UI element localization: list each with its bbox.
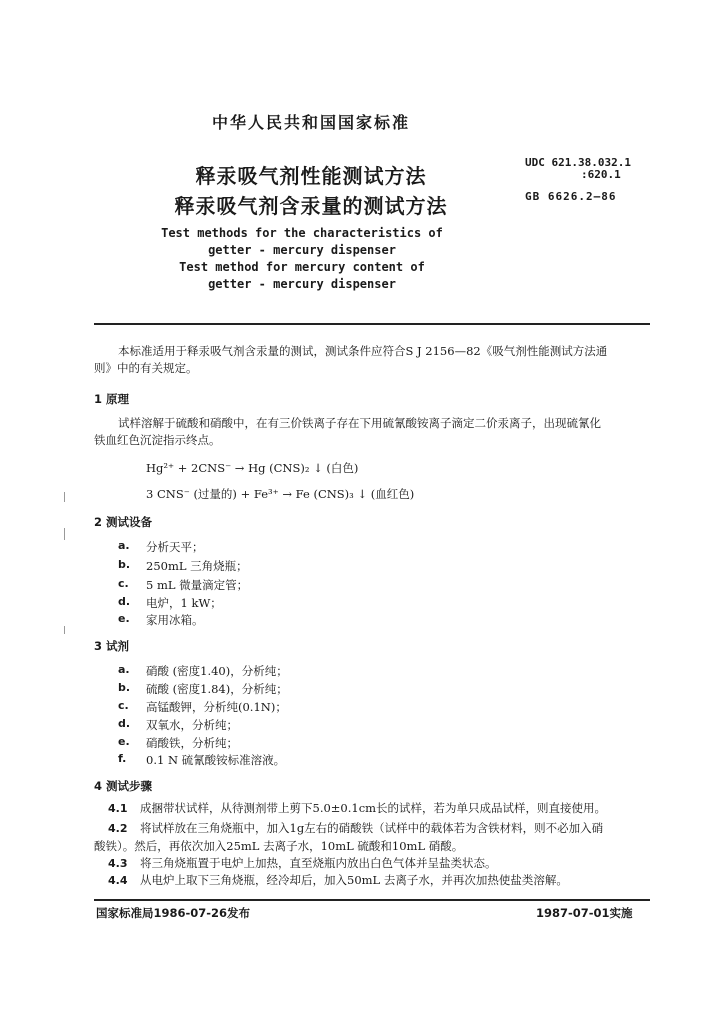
step-number: 4.2 xyxy=(108,822,128,835)
reagent-item-letter: f. xyxy=(118,752,127,765)
equipment-item-text: 电炉，1 kW； xyxy=(146,596,222,610)
equipment-item-text: 5 mL 微量滴定管； xyxy=(146,578,249,592)
step-number: 4.3 xyxy=(108,857,128,870)
step-number: 4.1 xyxy=(108,802,128,815)
equipment-item-letter: a. xyxy=(118,539,130,552)
title-zh-line-1: 释汞吸气剂性能测试方法 xyxy=(195,164,427,188)
step-4-4-text: 从电炉上取下三角烧瓶，经冷却后，加入50mL 去离子水，并再次加热使盐类溶解。 xyxy=(140,873,568,887)
step-number: 4.4 xyxy=(108,874,128,887)
title-zh-line-2: 释汞吸气剂含汞量的测试方法 xyxy=(174,194,448,218)
footer-divider xyxy=(94,899,650,901)
udc-code: UDC 621.38.032.1 xyxy=(525,156,631,169)
effective-date: 1987-07-01实施 xyxy=(536,906,633,920)
section-2-heading: 2 测试设备 xyxy=(94,515,153,529)
intro-line-1: 本标准适用于释汞吸气剂含汞量的测试，测试条件应符合S J 2156—82《吸气剂性能测试方法通 xyxy=(118,344,608,358)
formula-2: 3 CNS⁻ (过量的) + Fe³⁺ → Fe (CNS)₃ ↓ (血红色) xyxy=(146,487,415,501)
reagent-item-text: 0.1 N 硫氰酸铵标准溶液。 xyxy=(146,753,286,767)
header-divider xyxy=(94,323,650,325)
section-1-line-2: 铁血红色沉淀指示终点。 xyxy=(94,433,221,447)
scan-margin-mark xyxy=(64,492,65,502)
step-4-2-line-2: 酸铁）。然后，再依次加入25mL 去离子水，10mL 硫酸和10mL 硝酸。 xyxy=(94,839,464,853)
formula-1: Hg²⁺ + 2CNS⁻ → Hg (CNS)₂ ↓ (白色) xyxy=(146,461,359,475)
title-en-line-4: getter - mercury dispenser xyxy=(208,277,396,291)
publish-date: 国家标准局1986-07-26发布 xyxy=(96,906,251,920)
section-1-heading: 1 原理 xyxy=(94,392,130,406)
reagent-item-letter: d. xyxy=(118,717,131,730)
equipment-item-letter: b. xyxy=(118,558,131,571)
scan-margin-mark xyxy=(64,626,65,634)
section-4-heading: 4 测试步骤 xyxy=(94,779,153,793)
reagent-item-text: 硝酸 (密度1.40)，分析纯； xyxy=(146,664,288,678)
equipment-item-text: 分析天平； xyxy=(146,540,204,554)
reagent-item-text: 双氧水，分析纯； xyxy=(146,718,238,732)
gb-number: GB 6626.2—86 xyxy=(525,190,617,203)
step-4-3-text: 将三角烧瓶置于电炉上加热，直至烧瓶内放出白色气体并呈盐类状态。 xyxy=(140,856,497,870)
reagent-item-text: 硝酸铁，分析纯； xyxy=(146,736,238,750)
section-3-heading: 3 试剂 xyxy=(94,639,130,653)
reagent-item-text: 高锰酸钾，分析纯(0.1N)； xyxy=(146,700,287,714)
equipment-item-text: 家用冰箱。 xyxy=(146,613,204,627)
step-4-2-line-1: 将试样放在三角烧瓶中，加入1g左右的硝酸铁（试样中的载体若为含铁材料，则不必加入硝 xyxy=(140,821,604,835)
national-standard-heading: 中华人民共和国国家标准 xyxy=(211,113,410,132)
step-4-1-text: 成捆带状试样，从待测剂带上剪下5.0±0.1cm长的试样，若为单只成品试样，则直接使用。 xyxy=(140,801,607,815)
reagent-item-letter: c. xyxy=(118,699,129,712)
title-en-line-3: Test method for mercury content of xyxy=(179,260,425,274)
equipment-item-letter: c. xyxy=(118,577,129,590)
section-1-line-1: 试样溶解于硫酸和硝酸中，在有三价铁离子存在下用硫氰酸铵离子滴定二价汞离子，出现硫氰化 xyxy=(118,416,601,430)
equipment-item-letter: e. xyxy=(118,612,130,625)
equipment-item-text: 250mL 三角烧瓶； xyxy=(146,559,248,573)
title-en-line-2: getter - mercury dispenser xyxy=(208,243,396,257)
intro-line-2: 则》中的有关规定。 xyxy=(94,361,198,375)
reagent-item-text: 硫酸 (密度1.84)，分析纯； xyxy=(146,682,288,696)
title-en-line-1: Test methods for the characteristics of xyxy=(161,226,443,240)
equipment-item-letter: d. xyxy=(118,595,131,608)
scan-margin-mark xyxy=(64,528,65,540)
reagent-item-letter: a. xyxy=(118,663,130,676)
udc-code-continuation: :620.1 xyxy=(581,168,621,181)
reagent-item-letter: b. xyxy=(118,681,131,694)
reagent-item-letter: e. xyxy=(118,735,130,748)
